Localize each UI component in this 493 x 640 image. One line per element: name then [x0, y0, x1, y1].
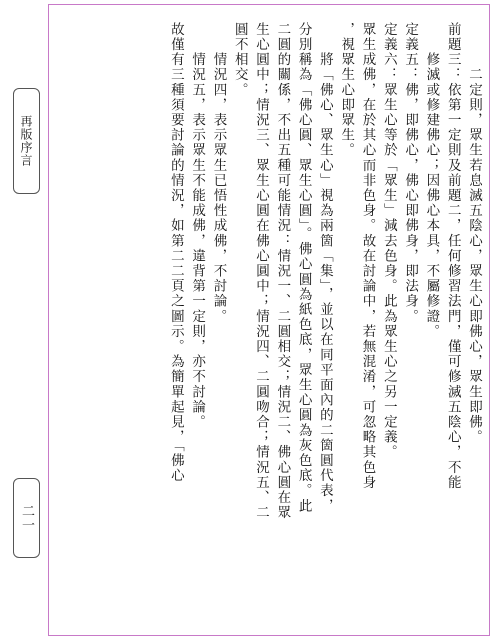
text-column-7: ，視眾生心即眾生。: [338, 22, 355, 158]
text-column-15: 故僅有三種須要討論的情況，如第二二頁之圖示。為簡單起見，「佛心: [167, 22, 184, 484]
page-border-bottom: [48, 635, 490, 636]
page-number-tab: 二一: [13, 478, 40, 558]
text-column-6: 眾生成佛，在於其心而非色身。故在討論中，若無混淆，可忽略其色身: [359, 22, 376, 491]
page-border-right: [489, 4, 490, 636]
vertical-body-text: [58, 22, 484, 632]
text-column-12: 圓不相交。: [231, 22, 248, 98]
section-title-tab: 再版序言: [13, 88, 40, 194]
text-column-14: 情況五，表示眾生不能成佛，違背第一定則，亦不討論。: [189, 22, 206, 430]
text-column-5: 定義六：眾生心等於「眾生」減去色身。此為眾生心之另一定義。: [380, 22, 397, 460]
text-column-3: 修滅或修建佛心；因佛心本具，不屬修證。: [423, 22, 440, 340]
text-column-9: 分別稱為「佛心圓、眾生心圓」。佛心圓為紙色底，眾生心圓為灰色底。此: [295, 22, 312, 514]
page-border-top: [48, 4, 490, 5]
text-column-10: 二圓的關係，不出五種可能情況：情況一、二圓相交；情況二、佛心圓在眾: [274, 22, 291, 521]
text-column-2: 前題三：依第一定則及前題二，任何修習法門，僅可修滅五陰心，不能: [444, 22, 461, 491]
text-column-4: 定義五：佛，即佛心，佛心即佛身，即法身。: [402, 22, 419, 324]
text-column-8: 將「佛心、眾生心」視為兩箇「集」，並以在同平面內的二箇圓代表，: [316, 22, 333, 514]
text-column-13: 情況四，表示眾生已悟性成佛，不討論。: [210, 22, 227, 324]
text-column-1: 二定則，眾生若息滅五陰心，眾生心即佛心，眾生即佛。: [466, 22, 482, 445]
page-border-left: [48, 4, 49, 636]
text-column-11: 生心圓中；情況三、眾生心圓在佛心圓中；情況四、二圓吻合；情況五、二: [253, 22, 270, 521]
